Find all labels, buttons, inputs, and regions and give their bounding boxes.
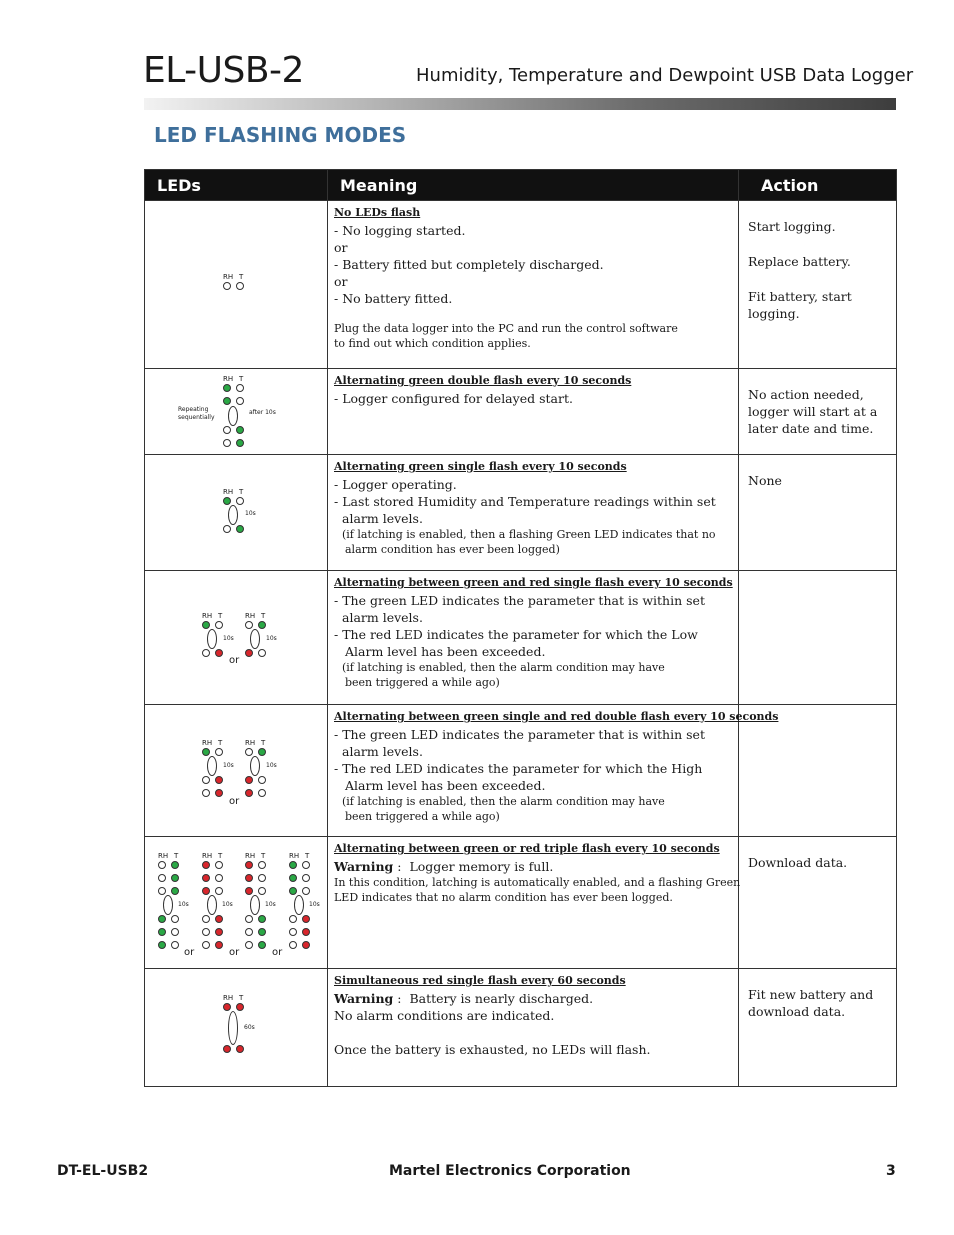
led-diagram-cell bbox=[145, 837, 328, 969]
led-red bbox=[223, 1003, 231, 1011]
meaning-cell: Alternating between green or red triple flash every 10 seconds Warning : Logger memory is full. In this condition, latching is automatically enabled, and a flashing Green LED indicates that no alarm condition has ever been logged. bbox=[328, 837, 739, 969]
table-row bbox=[145, 571, 897, 705]
cycle-arrow-icon bbox=[250, 629, 260, 649]
meaning-heading: No LEDs flash bbox=[334, 206, 421, 219]
t-label: T bbox=[218, 739, 223, 747]
led-green bbox=[223, 397, 231, 405]
led-off bbox=[158, 887, 166, 895]
led-note: sequentially bbox=[178, 414, 215, 421]
meaning-line: - The green LED indicates the parameter that is within set bbox=[334, 727, 705, 742]
table-row bbox=[145, 455, 897, 571]
cycle-arrow-icon bbox=[294, 895, 304, 915]
led-off bbox=[258, 887, 266, 895]
led-red bbox=[202, 874, 210, 882]
cycle-arrow-icon bbox=[207, 629, 217, 649]
header-action: Action bbox=[739, 170, 897, 201]
warning-label: Warning bbox=[334, 859, 394, 874]
led-off bbox=[202, 915, 210, 923]
action-text: Fit new battery and bbox=[748, 987, 874, 1002]
led-green bbox=[258, 621, 266, 629]
led-off bbox=[215, 887, 223, 895]
led-diagram-cell bbox=[145, 705, 328, 837]
led-off bbox=[289, 941, 297, 949]
meaning-cell: Simultaneous red single flash every 60 seconds Warning : Battery is nearly discharged. No alarm conditions are indicated. Once the battery is exhausted, no LEDs will flash. bbox=[328, 969, 739, 1087]
meaning-note: (if latching is enabled, then the alarm condition may have bbox=[342, 795, 665, 808]
action-cell bbox=[739, 201, 897, 369]
action-text: Fit battery, start logging. bbox=[748, 289, 852, 321]
header-gradient-bar bbox=[144, 98, 896, 110]
or-label: or bbox=[229, 947, 240, 958]
led-diagram-cell bbox=[145, 369, 328, 455]
meaning-line: - No logging started. bbox=[334, 223, 466, 238]
meaning-line: alarm levels. bbox=[342, 744, 423, 759]
led-off bbox=[171, 941, 179, 949]
led-off bbox=[171, 928, 179, 936]
meaning-note: Plug the data logger into the PC and run the control software bbox=[334, 322, 678, 335]
meaning-note: been triggered a while ago) bbox=[345, 676, 500, 689]
led-green bbox=[158, 928, 166, 936]
cycle-arrow-icon bbox=[163, 895, 173, 915]
meaning-line: or bbox=[334, 274, 348, 289]
meaning-line: - The green LED indicates the parameter that is within set bbox=[334, 593, 705, 608]
led-diagram-cell bbox=[145, 455, 328, 571]
meaning-line: Once the battery is exhausted, no LEDs will flash. bbox=[334, 1042, 651, 1057]
or-label: or bbox=[272, 947, 283, 958]
rh-label: RH bbox=[158, 852, 169, 860]
rh-label: RH bbox=[202, 739, 213, 747]
action-text: download data. bbox=[748, 1004, 846, 1019]
led-green bbox=[158, 941, 166, 949]
meaning-line: - The red LED indicates the parameter for which the High bbox=[334, 761, 703, 776]
interval-label: 10s bbox=[265, 901, 276, 908]
led-note: after 10s bbox=[249, 409, 276, 416]
action-cell bbox=[739, 837, 897, 969]
led-green bbox=[158, 915, 166, 923]
led-off bbox=[202, 789, 210, 797]
led-red bbox=[215, 789, 223, 797]
header-meaning: Meaning bbox=[328, 170, 739, 201]
led-off bbox=[202, 941, 210, 949]
led-off bbox=[236, 397, 244, 405]
led-red bbox=[223, 1045, 231, 1053]
t-label: T bbox=[261, 739, 266, 747]
t-label: T bbox=[261, 612, 266, 620]
led-diagram-cell bbox=[145, 969, 328, 1087]
t-label: T bbox=[239, 994, 244, 1002]
led-green bbox=[171, 887, 179, 895]
led-off bbox=[215, 621, 223, 629]
meaning-line: alarm levels. bbox=[342, 610, 423, 625]
action-text: Download data. bbox=[748, 855, 848, 870]
led-red bbox=[302, 941, 310, 949]
led-diagram-cell bbox=[145, 201, 328, 369]
t-label: T bbox=[305, 852, 310, 860]
cycle-arrow-icon bbox=[250, 756, 260, 776]
cycle-arrow-icon bbox=[250, 895, 260, 915]
led-red bbox=[215, 915, 223, 923]
interval-label: 10s bbox=[223, 762, 234, 769]
action-text: None bbox=[748, 473, 782, 488]
t-label: T bbox=[218, 612, 223, 620]
led-red bbox=[245, 861, 253, 869]
meaning-note: (if latching is enabled, then the alarm condition may have bbox=[342, 661, 665, 674]
cycle-arrow-icon bbox=[207, 895, 217, 915]
led-off bbox=[215, 874, 223, 882]
rh-label: RH bbox=[245, 852, 256, 860]
rh-label: RH bbox=[245, 739, 256, 747]
rh-label: RH bbox=[245, 612, 256, 620]
document-title: EL-USB-2 bbox=[143, 50, 304, 91]
led-rh-off bbox=[223, 282, 231, 290]
table-row bbox=[145, 705, 897, 837]
led-diagram-cell bbox=[145, 571, 328, 705]
meaning-line: alarm levels. bbox=[342, 511, 423, 526]
t-label: T bbox=[174, 852, 179, 860]
led-off bbox=[245, 928, 253, 936]
rh-label: RH bbox=[202, 852, 213, 860]
led-green bbox=[236, 426, 244, 434]
led-green bbox=[202, 748, 210, 756]
or-label: or bbox=[229, 796, 240, 807]
t-label: T bbox=[239, 488, 244, 496]
meaning-line: Alarm level has been exceeded. bbox=[345, 778, 546, 793]
rh-label: RH bbox=[202, 612, 213, 620]
led-red bbox=[245, 649, 253, 657]
action-cell bbox=[739, 369, 897, 455]
footer-page-number: 3 bbox=[886, 1163, 896, 1179]
warning-label: Warning bbox=[334, 991, 394, 1006]
led-red bbox=[245, 887, 253, 895]
led-off bbox=[223, 426, 231, 434]
led-t-off bbox=[236, 282, 244, 290]
meaning-cell bbox=[328, 571, 739, 705]
meaning-line: - Logger configured for delayed start. bbox=[334, 391, 573, 406]
led-green bbox=[258, 915, 266, 923]
led-green bbox=[171, 861, 179, 869]
interval-label: 10s bbox=[222, 901, 233, 908]
cycle-arrow-icon bbox=[228, 406, 238, 426]
led-green bbox=[258, 748, 266, 756]
led-off bbox=[258, 789, 266, 797]
led-green bbox=[236, 525, 244, 533]
meaning-cell bbox=[328, 369, 739, 455]
or-label: or bbox=[184, 947, 195, 958]
table-row bbox=[145, 837, 897, 969]
led-off bbox=[258, 861, 266, 869]
led-off bbox=[158, 874, 166, 882]
led-green bbox=[258, 941, 266, 949]
meaning-note: In this condition, latching is automatically enabled, and a flashing Green bbox=[334, 876, 741, 889]
led-off bbox=[215, 748, 223, 756]
t-label: T bbox=[261, 852, 266, 860]
meaning-cell bbox=[328, 455, 739, 571]
meaning-line: - Last stored Humidity and Temperature readings within set bbox=[334, 494, 716, 509]
led-off bbox=[245, 748, 253, 756]
meaning-heading: Simultaneous red single flash every 60 seconds bbox=[334, 974, 626, 987]
action-cell bbox=[739, 969, 897, 1087]
warning-text: Battery is nearly discharged. bbox=[409, 991, 594, 1006]
led-off bbox=[202, 776, 210, 784]
led-off bbox=[215, 861, 223, 869]
table-row bbox=[145, 369, 897, 455]
led-note: Repeating bbox=[178, 406, 209, 413]
led-off bbox=[245, 941, 253, 949]
led-red bbox=[215, 928, 223, 936]
meaning-line: - Logger operating. bbox=[334, 477, 457, 492]
meaning-line: - Battery fitted but completely discharged. bbox=[334, 257, 604, 272]
led-green bbox=[223, 497, 231, 505]
led-off bbox=[245, 621, 253, 629]
led-off bbox=[202, 928, 210, 936]
led-off bbox=[289, 915, 297, 923]
action-text: logger will start at a bbox=[748, 404, 878, 419]
meaning-line: Alarm level has been exceeded. bbox=[345, 644, 546, 659]
meaning-note: (if latching is enabled, then a flashing Green LED indicates that no bbox=[342, 528, 716, 541]
action-cell bbox=[739, 571, 897, 705]
led-off bbox=[223, 525, 231, 533]
led-off bbox=[171, 915, 179, 923]
cycle-arrow-icon bbox=[228, 505, 238, 525]
or-label: or bbox=[229, 655, 240, 666]
header-leds: LEDs bbox=[145, 170, 328, 201]
meaning-heading: Alternating between green single and red double flash every 10 seconds bbox=[334, 710, 779, 723]
action-text: later date and time. bbox=[748, 421, 874, 436]
led-red bbox=[245, 874, 253, 882]
meaning-line: - The red LED indicates the parameter for which the Low bbox=[334, 627, 698, 642]
led-off bbox=[258, 649, 266, 657]
led-off bbox=[236, 497, 244, 505]
led-red bbox=[302, 928, 310, 936]
meaning-line: No alarm conditions are indicated. bbox=[334, 1008, 555, 1023]
table-header-row bbox=[145, 170, 897, 201]
interval-label: 10s bbox=[266, 762, 277, 769]
interval-label: 10s bbox=[309, 901, 320, 908]
led-green bbox=[258, 928, 266, 936]
led-green bbox=[223, 384, 231, 392]
led-green bbox=[236, 439, 244, 447]
led-red bbox=[302, 915, 310, 923]
action-text: Replace battery. bbox=[748, 254, 851, 269]
meaning-line: - No battery fitted. bbox=[334, 291, 453, 306]
led-off bbox=[289, 928, 297, 936]
led-off bbox=[302, 861, 310, 869]
led-off bbox=[202, 649, 210, 657]
led-off bbox=[302, 874, 310, 882]
interval-label: 60s bbox=[244, 1024, 255, 1031]
led-red bbox=[236, 1003, 244, 1011]
meaning-cell bbox=[328, 201, 739, 369]
warning-text: Logger memory is full. bbox=[409, 859, 554, 874]
rh-label: RH bbox=[223, 488, 234, 496]
led-off bbox=[302, 887, 310, 895]
meaning-note: alarm condition has ever been logged) bbox=[345, 543, 560, 556]
meaning-note: LED indicates that no alarm condition has ever been logged. bbox=[334, 891, 673, 904]
meaning-heading: Alternating between green or red triple flash every 10 seconds bbox=[334, 842, 720, 855]
t-label: T bbox=[218, 852, 223, 860]
led-red bbox=[245, 776, 253, 784]
rh-label: RH bbox=[223, 273, 234, 281]
led-green bbox=[289, 861, 297, 869]
interval-label: 10s bbox=[245, 510, 256, 517]
interval-label: 10s bbox=[178, 901, 189, 908]
led-off bbox=[223, 439, 231, 447]
led-green bbox=[289, 887, 297, 895]
interval-label: 10s bbox=[223, 635, 234, 642]
section-title: LED FLASHING MODES bbox=[154, 123, 407, 147]
t-label: T bbox=[239, 375, 244, 383]
led-red bbox=[215, 941, 223, 949]
action-cell bbox=[739, 455, 897, 571]
meaning-cell bbox=[328, 705, 779, 837]
led-red bbox=[236, 1045, 244, 1053]
action-cell bbox=[739, 705, 897, 837]
led-off bbox=[245, 915, 253, 923]
footer-doc-code: DT-EL-USB2 bbox=[57, 1163, 149, 1179]
interval-label: 10s bbox=[266, 635, 277, 642]
rh-label: RH bbox=[223, 375, 234, 383]
led-modes-table bbox=[144, 169, 897, 1087]
led-off bbox=[258, 874, 266, 882]
led-red bbox=[202, 861, 210, 869]
meaning-heading: Alternating green double flash every 10 seconds bbox=[334, 374, 632, 387]
rh-label: RH bbox=[289, 852, 300, 860]
table-row bbox=[145, 969, 897, 1087]
action-text: Start logging. bbox=[748, 219, 836, 234]
led-green bbox=[171, 874, 179, 882]
meaning-line: or bbox=[334, 240, 348, 255]
led-red bbox=[215, 649, 223, 657]
meaning-heading: Alternating green single flash every 10 seconds bbox=[334, 460, 627, 473]
led-red bbox=[202, 887, 210, 895]
led-off bbox=[236, 384, 244, 392]
table-row bbox=[145, 201, 897, 369]
meaning-note: been triggered a while ago) bbox=[345, 810, 500, 823]
led-green bbox=[289, 874, 297, 882]
rh-label: RH bbox=[223, 994, 234, 1002]
led-red bbox=[245, 789, 253, 797]
led-green bbox=[202, 621, 210, 629]
footer-company: Martel Electronics Corporation bbox=[389, 1163, 631, 1179]
led-off bbox=[258, 776, 266, 784]
t-label: T bbox=[239, 273, 244, 281]
document-subtitle: Humidity, Temperature and Dewpoint USB Data Logger bbox=[416, 65, 914, 86]
led-off bbox=[158, 861, 166, 869]
cycle-arrow-icon bbox=[228, 1011, 238, 1045]
cycle-arrow-icon bbox=[207, 756, 217, 776]
meaning-heading: Alternating between green and red single flash every 10 seconds bbox=[334, 576, 733, 589]
action-text: No action needed, bbox=[748, 387, 864, 402]
led-red bbox=[215, 776, 223, 784]
meaning-note: to find out which condition applies. bbox=[334, 337, 531, 350]
